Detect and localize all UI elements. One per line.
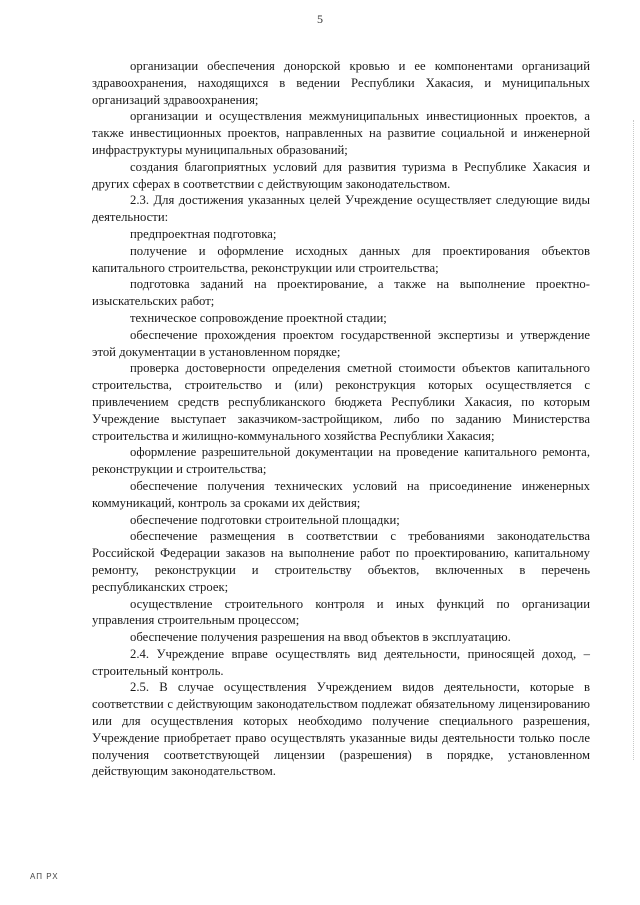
- footer-code: АП РХ: [30, 872, 59, 881]
- paragraph: проверка достоверности определения сметной стоимости объектов капитального строительства, строительство и (или) реконструкция которых осуществляется с привлечением средств республиканского бюджета Республики Хакасия, по которым Учреждение выступает заказчиком-застройщиком, либо по заданию Министерства строительства и жилищно-коммунального хозяйства Республики Хакасия;: [92, 361, 590, 443]
- document-body: [92, 58, 590, 780]
- section-paragraph-2-4: 2.4. Учреждение вправе осуществлять вид деятельности, приносящей доход, – строительный контроль.: [92, 646, 590, 678]
- paragraph: обеспечение получения технических условий на присоединение инженерных коммуникаций, контроль за сроками их действия;: [92, 478, 590, 510]
- section-paragraph-2-3: 2.3. Для достижения указанных целей Учреждение осуществляет следующие виды деятельности:: [92, 193, 590, 225]
- paragraph: предпроектная подготовка;: [130, 226, 277, 241]
- paragraph: оформление разрешительной документации на проведение капитального ремонта, реконструкции и строительства;: [92, 445, 590, 477]
- scan-margin-marks: [631, 120, 634, 760]
- paragraph: организации обеспечения донорской кровью и ее компонентами организаций здравоохранения, находящихся в ведении Республики Хакасия, и муниципальных организаций здравоохранения;: [92, 59, 590, 107]
- paragraph: создания благоприятных условий для развития туризма в Республике Хакасия и других сферах в соответствии с действующим законодательством.: [92, 159, 590, 191]
- paragraph: техническое сопровождение проектной стадии;: [130, 310, 387, 325]
- paragraph: подготовка заданий на проектирование, а также на выполнение проектно-изыскательских работ;: [92, 277, 590, 309]
- section-paragraph-2-5: 2.5. В случае осуществления Учреждением видов деятельности, которые в соответствии с действующим законодательством подлежат обязательному лицензированию или для осуществления которых необходимо получение специального разрешения, Учреждение приобретает право осуществлять указанные виды деятельности только после получения соответствующей лицензии (разрешения) в порядке, установленном действующим законодательством.: [92, 680, 590, 779]
- paragraph: организации и осуществления межмуниципальных инвестиционных проектов, а также инвестиционных проектов, направленных на развитие социальной и инженерной инфраструктуры муниципальных образований;: [92, 109, 590, 157]
- paragraph: получение и оформление исходных данных для проектирования объектов капитального строительства, реконструкции или строительства;: [92, 243, 590, 275]
- paragraph: обеспечение прохождения проектом государственной экспертизы и утверждение этой документации в установленном порядке;: [92, 327, 590, 359]
- page-number: 5: [317, 12, 323, 26]
- paragraph: осуществление строительного контроля и иных функций по организации управления строительным процессом;: [92, 596, 590, 628]
- paragraph: обеспечение получения разрешения на ввод объектов в эксплуатацию.: [130, 630, 511, 645]
- paragraph: обеспечение подготовки строительной площадки;: [130, 512, 400, 527]
- paragraph: обеспечение размещения в соответствии с требованиями законодательства Российской Федерации заказов на выполнение работ по проектированию, капитальному ремонту, реконструкции и строительству объектов, включенных в перечень республиканских строек;: [92, 529, 590, 594]
